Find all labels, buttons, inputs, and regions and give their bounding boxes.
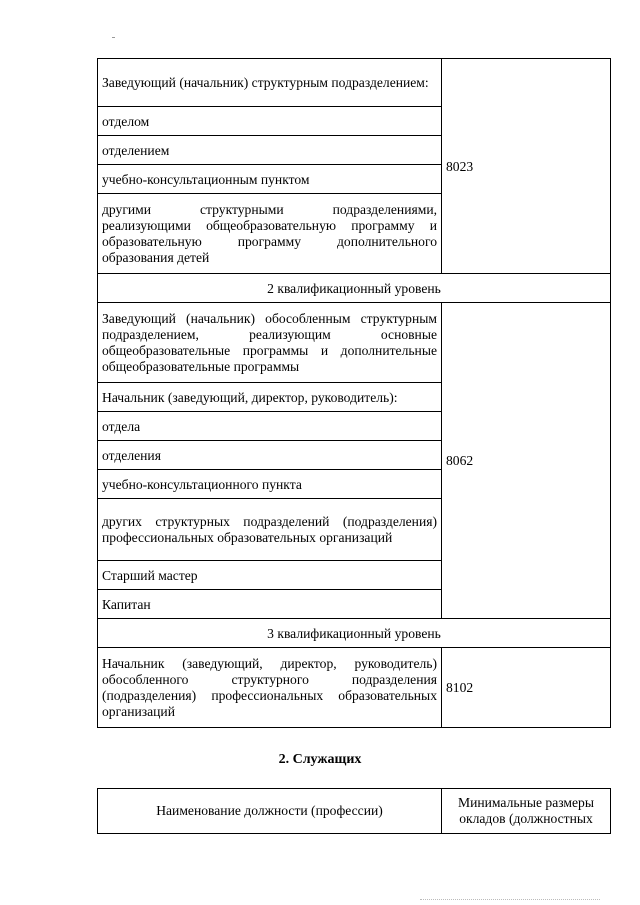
position-cell: учебно-консультационным пунктом — [98, 165, 442, 194]
position-cell: отделом — [98, 107, 442, 136]
position-cell: других структурных подразделений (подразделения) профессиональных образовательных организаций — [98, 499, 442, 561]
position-cell: отдела — [98, 412, 442, 441]
position-cell: Капитан — [98, 590, 442, 619]
table-row — [98, 648, 611, 728]
table-row — [98, 59, 611, 107]
position-cell: Заведующий (начальник) структурным подразделением: — [98, 59, 442, 107]
position-cell: Старший мастер — [98, 561, 442, 590]
position-cell: Заведующий (начальник) обособленным структурным подразделением, реализующим основные общеобразовательные программы и дополнительные общеобразовательные программы — [98, 303, 442, 383]
position-cell: другими структурными подразделениями, реализующими общеобразовательную программу и образовательную программу дополнительного образования детей — [98, 194, 442, 274]
position-cell: Начальник (заведующий, директор, руководитель) обособленного структурного подразделения (подразделения) профессиональных образовательных организаций — [98, 648, 442, 728]
column-header-salary: Минимальные размеры окладов (должностных — [442, 789, 611, 834]
position-cell: Начальник (заведующий, директор, руководитель): — [98, 383, 442, 412]
salary-cell: 8023 — [442, 59, 611, 274]
position-cell: отделением — [98, 136, 442, 165]
table-row — [98, 619, 611, 648]
salary-cell: 8102 — [442, 648, 611, 728]
table-row — [98, 303, 611, 383]
level-header: 2 квалификационный уровень — [98, 274, 611, 303]
position-cell: учебно-консультационного пункта — [98, 470, 442, 499]
qualification-table — [97, 58, 611, 728]
level-header: 3 квалификационный уровень — [98, 619, 611, 648]
employees-table — [97, 788, 611, 834]
section-title: 2. Служащих — [278, 752, 362, 767]
table-header-row — [98, 789, 611, 834]
salary-cell: 8062 — [442, 303, 611, 619]
table-row — [98, 274, 611, 303]
page-mark — [112, 37, 115, 38]
position-cell: отделения — [98, 441, 442, 470]
page-bottom-mark — [420, 899, 600, 902]
column-header-position: Наименование должности (профессии) — [98, 789, 442, 834]
